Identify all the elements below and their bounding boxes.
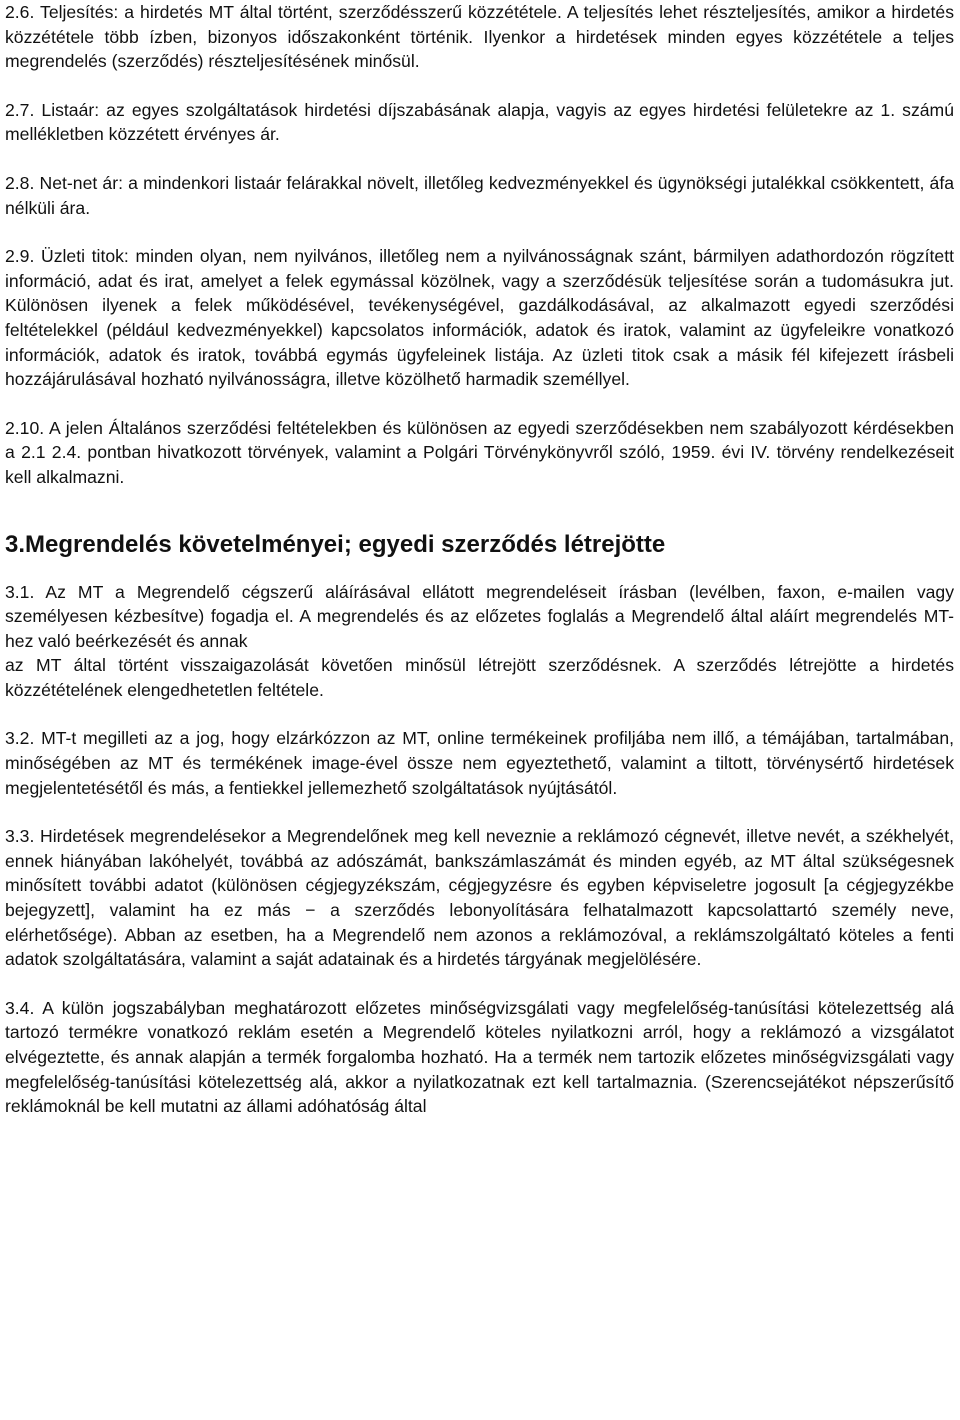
paragraph-3-2: 3.2. MT-t megilleti az a jog, hogy elzárkózzon az MT, online termékeinek profiljába nem illő, a témájában, tartalmában, minőségében az MT és termékének image-ével össze nem egyeztethető, valamint a tiltott, törvénysértő hirdetések megjelentetésétől és más, a fentiekkel jellemezhető szolgáltatások nyújtásától. [5, 728, 954, 798]
paragraph-3-3: 3.3. Hirdetések megrendelésekor a Megrendelőnek meg kell neveznie a reklámozó cégnevét, illetve nevét, a székhelyét, ennek hiányában lakóhelyét, továbbá az adószámát, bankszámlaszámát és minden egyéb, az MT által szükségesnek minősített további adatot (különösen cégjegyzékszám, cégjegyzésre és egyben képviseletre jogosult [a cégjegyzékbe bejegyzett], valamint ha ez más − a szerződés lebonyolítására felhatalmazott kapcsolattartó személy neve, elérhetősége). Abban az esetben, ha a Megrendelő nem azonos a reklámozóval, a reklámszolgáltató köteles a fenti adatok szolgáltatására, valamint a saját adatainak és a hirdetés tárgyának megjelölésére. [5, 826, 954, 970]
paragraph-2-6: 2.6. Teljesítés: a hirdetés MT által történt, szerződésszerű közzététele. A teljesítés lehet részteljesítés, amikor a hirdetés közzététele több ízben, bizonyos időszakonként történik. Ilyenkor a hirdetések minden egyes közzététele a teljes megrendelés (szerződés) részteljesítésének minősül. [5, 2, 954, 72]
paragraph-2-8: 2.8. Net-net ár: a mindenkori listaár felárakkal növelt, illetőleg kedvezményekkel és ügynökségi jutalékkal csökkentett, áfa nélküli ára. [5, 172, 954, 218]
paragraph-3-1-continued: az MT által történt visszaigazolását követően minősül létrejött szerződésnek. A szerződés létrejötte a hirdetés közzétételének elengedhetetlen feltétele. [5, 655, 954, 700]
paragraph-2-7: 2.7. Listaár: az egyes szolgáltatások hirdetési díjszabásának alapja, vagyis az egyes hirdetési felületekre az 1. számú mellékletben közzétett érvényes ár. [5, 99, 954, 145]
section-3-heading: 3.Megrendelés követelményei; egyedi szerződés létrejötte [5, 530, 666, 558]
paragraph-2-9: 2.9. Üzleti titok: minden olyan, nem nyilvános, illetőleg nem a nyilvánosságnak szánt, bármilyen adathordozón rögzített információ, adat és irat, amelyet a felek egymással közölnek, vagy a szerződésük teljesítése során a tudomásukra jut. Különösen ilyenek a felek működésével, tevékenységével, gazdálkodásával, az alkalmazott egyedi szerződési feltételekkel (például kedvezményekkel) kapcsolatos információk, adatok és iratok, valamint az ügyfeleikre vonatkozó információk, adatok és iratok, továbbá egymás ügyfeleinek listája. Az üzleti titok csak a másik fél kifejezett írásbeli hozzájárulásával hozható nyilvánosságra, illetve közölhető harmadik személlyel. [5, 246, 954, 390]
paragraph-3-1: 3.1. Az MT a Megrendelő cégszerű aláírásával ellátott megrendeléseit írásban (levélben, faxon, e-mailen vagy személyesen kézbesítve) fogadja el. A megrendelés és az előzetes foglalás a Megrendelő által aláírt megrendelés MT-hez való beérkezését és annak [5, 581, 954, 651]
paragraph-3-4: 3.4. A külön jogszabályban meghatározott előzetes minőségvizsgálati vagy megfelelőség-tanúsítási kötelezettség alá tartozó termékre vonatkozó reklám esetén a Megrendelő köteles nyilatkozni arról, hogy a reklámozó a vizsgálatot elvégeztette, és annak alapján a termék forgalomba hozható. Ha a termék nem tartozik előzetes minőségvizsgálati vagy megfelelőség-tanúsítási kötelezettség alá, akkor a nyilatkozatnak ezt kell tartalmaznia. (Szerencsejátékot népszerűsítő reklámoknál be kell mutatni az állami adóhatóság által [5, 997, 954, 1117]
paragraph-2-10: 2.10. A jelen Általános szerződési feltételekben és különösen az egyedi szerződésekben nem szabályozott kérdésekben a 2.1 2.4. pontban hivatkozott törvények, valamint a Polgári Törvénykönyvről szóló, 1959. évi IV. törvény rendelkezéseit kell alkalmazni. [5, 417, 954, 487]
